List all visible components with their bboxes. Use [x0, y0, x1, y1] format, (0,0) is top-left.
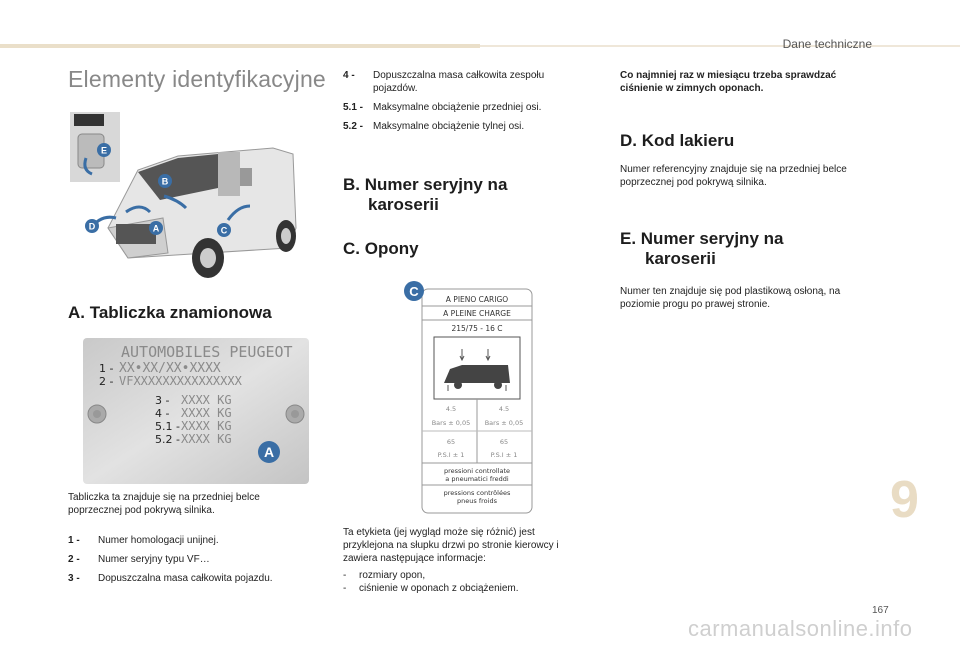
svg-text:Bars ± 0,05: Bars ± 0,05 — [484, 419, 524, 427]
plate-value-3: XXXX KG — [181, 393, 232, 407]
svg-text:pressioni controllate: pressioni controllate — [443, 467, 511, 475]
tyre-label-line2: A PLEINE CHARGE — [443, 309, 511, 318]
svg-text:C: C — [220, 225, 228, 236]
plate-value-2: VFXXXXXXXXXXXXXXX — [119, 374, 242, 388]
tyre-size: 215/75 - 16 C — [451, 324, 503, 333]
plate-brand: AUTOMOBILES PEUGEOT — [121, 343, 293, 361]
header-rule — [480, 45, 960, 47]
page-number: 167 — [872, 605, 889, 616]
tyre-info-list — [343, 569, 581, 595]
svg-text:A: A — [263, 444, 275, 460]
svg-text:Bars ± 0,05: Bars ± 0,05 — [431, 419, 471, 427]
paint-code-text: Numer referencyjny znajduje się na przedniej belce poprzecznej pod pokrywą silnika. — [620, 164, 847, 188]
plate-label-5-1: 5.1 - — [155, 420, 180, 433]
tyre-label-badge-c — [404, 281, 424, 301]
heading-section-a: A. Tabliczka znamionowa — [68, 303, 272, 322]
list-item: 1 - Numer homologacji unijnej. — [68, 535, 219, 546]
list-item: 2 - Numer seryjny typu VF… — [68, 554, 210, 565]
plate-value-1: XX•XX/XX•XXXX — [119, 361, 221, 376]
plate-label-4: 4 - — [155, 407, 170, 420]
van-badge-e — [97, 143, 111, 157]
plate-label-3: 3 - — [155, 394, 170, 407]
svg-text:E: E — [100, 145, 108, 156]
plate-label-1: 1 - — [99, 362, 114, 375]
vin-location-text: Numer ten znajduje się pod plastikową osłoną, na poziomie progu po prawej stronie. — [620, 286, 841, 310]
plate-value-4: XXXX KG — [181, 406, 232, 420]
van-badge-c — [217, 223, 231, 237]
tyre-label-illustration — [404, 281, 534, 515]
van-body — [108, 148, 296, 278]
van-badge-b — [158, 174, 172, 188]
pressure-check-note: Co najmniej raz w miesiącu trzeba sprawdzać ciśnienie w zimnych oponach. — [620, 70, 837, 94]
svg-text:4.5: 4.5 — [445, 405, 457, 413]
van-illustration — [68, 108, 308, 288]
mirror-inset — [70, 112, 120, 182]
svg-text:A: A — [152, 223, 160, 234]
plate-value-5-2: XXXX KG — [181, 432, 232, 446]
svg-text:65: 65 — [446, 438, 456, 446]
svg-text:B: B — [161, 176, 169, 187]
plate-label-2: 2 - — [99, 375, 114, 388]
tyre-label-line1: A PIENO CARIGO — [445, 295, 509, 304]
svg-text:pressions contrôlées: pressions contrôlées — [443, 489, 511, 497]
chapter-number: 9 — [890, 471, 919, 529]
page-title: Elementy identyfikacyjne — [68, 66, 326, 92]
list-item: - rozmiary opon, — [343, 570, 426, 581]
list-item: 3 - Dopuszczalna masa całkowita pojazdu. — [68, 573, 273, 584]
heading-section-d: D. Kod lakieru — [620, 131, 735, 150]
running-header: Dane techniczne — [782, 37, 872, 51]
list-item: 4 - Dopuszczalna masa całkowita zespołu pojazdów. — [343, 70, 545, 94]
heading-section-b: B. Numer seryjny na karoserii — [343, 175, 508, 214]
plate-description: Tabliczka ta znajduje się na przedniej belce poprzecznej pod pokrywą silnika. — [68, 492, 260, 516]
list-item: 5.2 - Maksymalne obciążenie tylnej osi. — [343, 121, 525, 132]
heading-section-c: C. Opony — [343, 239, 419, 258]
header-accent-bar — [0, 44, 480, 48]
svg-text:4.5: 4.5 — [498, 405, 510, 413]
van-badge-d — [85, 219, 99, 233]
plate-label-5-2: 5.2 - — [155, 433, 180, 446]
svg-text:65: 65 — [499, 438, 509, 446]
svg-text:a pneumatici freddi: a pneumatici freddi — [445, 475, 509, 483]
id-plate-illustration — [83, 338, 309, 484]
heading-section-e: E. Numer seryjny na karoserii — [620, 229, 784, 268]
plate-items-list-continued — [343, 69, 573, 139]
van-badge-a — [149, 221, 163, 235]
svg-text:P.S.I ± 1: P.S.I ± 1 — [490, 451, 518, 459]
plate-items-list — [68, 534, 308, 591]
plate-value-5-1: XXXX KG — [181, 419, 232, 433]
svg-text:C: C — [409, 284, 419, 299]
svg-text:P.S.I ± 1: P.S.I ± 1 — [437, 451, 465, 459]
list-item: - ciśnienie w oponach z obciążeniem. — [343, 583, 519, 594]
svg-text:pneus froids: pneus froids — [457, 497, 497, 505]
watermark: carmanualsonline.info — [688, 616, 913, 641]
list-item: 5.1 - Maksymalne obciążenie przedniej osi. — [343, 102, 542, 113]
plate-badge-a — [258, 441, 280, 463]
svg-text:D: D — [88, 221, 96, 232]
tyre-label-description: Ta etykieta (jej wygląd może się różnić) jest przyklejona na słupku drzwi po stronie kierowcy i zawiera następujące informacje: — [343, 527, 559, 564]
